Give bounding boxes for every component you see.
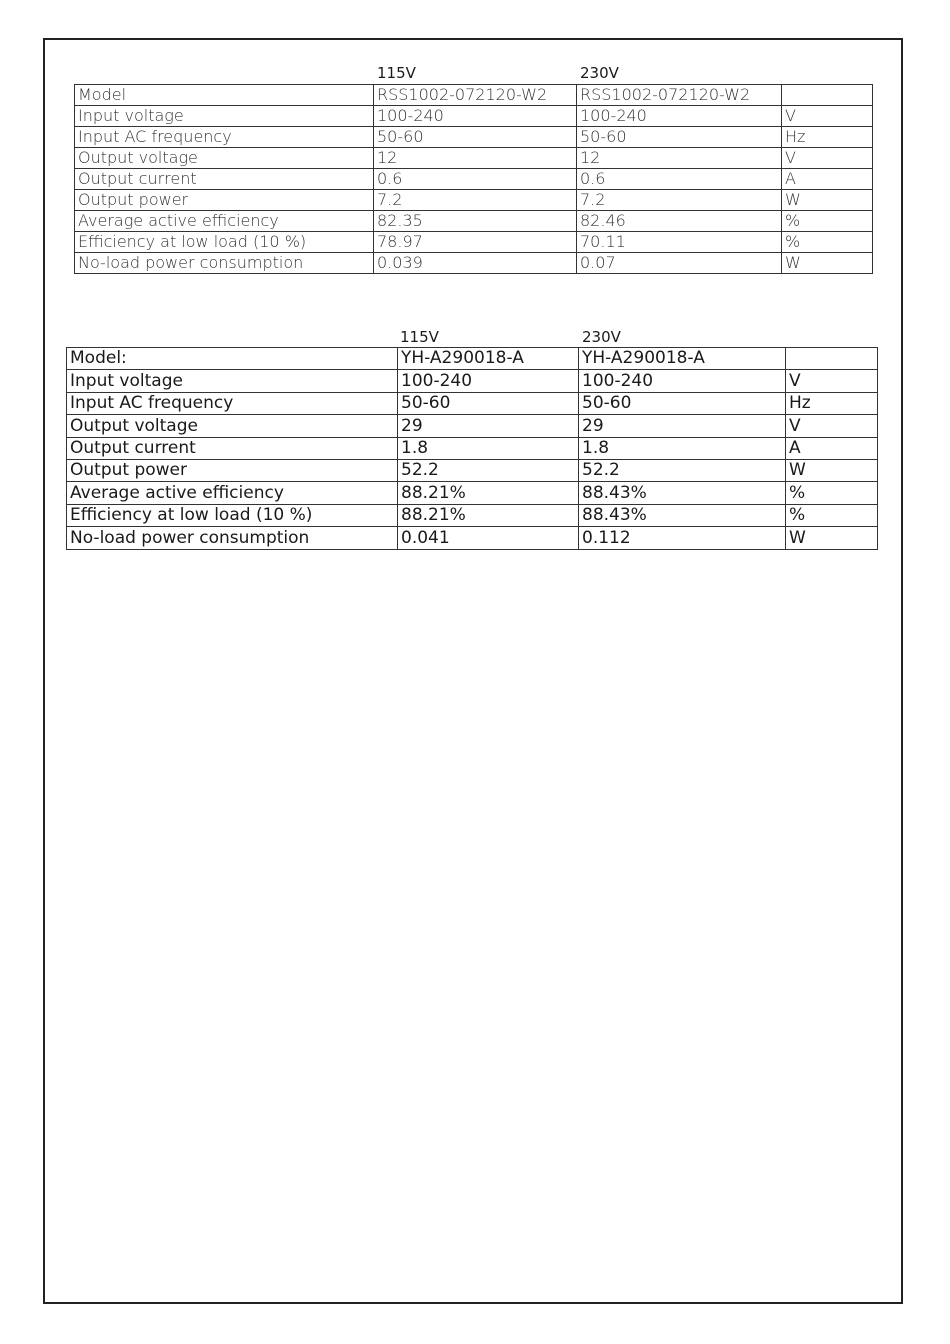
- row-label: Output voltage: [75, 148, 374, 169]
- value-115v: 7.2: [374, 190, 577, 211]
- table2-body: [67, 348, 878, 550]
- unit-cell: V: [782, 106, 873, 127]
- row-label: Input AC frequency: [75, 127, 374, 148]
- table-row: [67, 504, 878, 526]
- value-115v: 82.35: [374, 211, 577, 232]
- table-row: [67, 415, 878, 437]
- value-230v: 70.11: [577, 232, 782, 253]
- table-row: [75, 127, 873, 148]
- value-230v: 7.2: [577, 190, 782, 211]
- table1-body: [75, 85, 873, 274]
- unit-cell: [786, 348, 878, 370]
- unit-cell: W: [782, 190, 873, 211]
- value-230v: 50-60: [579, 392, 786, 414]
- unit-cell: A: [786, 437, 878, 459]
- table-row: [67, 482, 878, 504]
- table-row: [75, 253, 873, 274]
- table-row: [75, 169, 873, 190]
- value-230v: 0.07: [577, 253, 782, 274]
- value-115v: 1.8: [398, 437, 579, 459]
- row-label: Input voltage: [67, 370, 398, 392]
- row-label: Input voltage: [75, 106, 374, 127]
- row-label: Output current: [67, 437, 398, 459]
- row-label: Efficiency at low load (10 %): [75, 232, 374, 253]
- table-row: [75, 190, 873, 211]
- value-230v: 88.43%: [579, 482, 786, 504]
- unit-cell: W: [786, 527, 878, 549]
- value-115v: RSS1002-072120-W2: [374, 85, 577, 106]
- value-115v: 29: [398, 415, 579, 437]
- table-row: [67, 459, 878, 481]
- value-230v: 100-240: [577, 106, 782, 127]
- value-115v: 100-240: [374, 106, 577, 127]
- value-115v: 0.039: [374, 253, 577, 274]
- spec-table-1: [74, 84, 873, 274]
- value-230v: 52.2: [579, 459, 786, 481]
- value-230v: 0.6: [577, 169, 782, 190]
- value-115v: 88.21%: [398, 504, 579, 526]
- row-label: Input AC frequency: [67, 392, 398, 414]
- value-230v: 0.112: [579, 527, 786, 549]
- table2-header-230v: 230V: [582, 328, 621, 346]
- row-label: No-load power consumption: [75, 253, 374, 274]
- value-115v: 0.6: [374, 169, 577, 190]
- table-row: [75, 232, 873, 253]
- value-230v: 88.43%: [579, 504, 786, 526]
- row-label: Average active efficiency: [75, 211, 374, 232]
- unit-cell: A: [782, 169, 873, 190]
- table-row: [75, 85, 873, 106]
- value-230v: 50-60: [577, 127, 782, 148]
- value-230v: YH-A290018-A: [579, 348, 786, 370]
- value-115v: YH-A290018-A: [398, 348, 579, 370]
- row-label: Output voltage: [67, 415, 398, 437]
- table1-header-230v: 230V: [580, 64, 619, 82]
- spec-table-2: [66, 347, 878, 550]
- value-115v: 12: [374, 148, 577, 169]
- unit-cell: V: [782, 148, 873, 169]
- row-label: Model:: [67, 348, 398, 370]
- unit-cell: [782, 85, 873, 106]
- value-230v: 1.8: [579, 437, 786, 459]
- value-230v: 12: [577, 148, 782, 169]
- unit-cell: V: [786, 415, 878, 437]
- value-115v: 0.041: [398, 527, 579, 549]
- unit-cell: %: [782, 211, 873, 232]
- row-label: Output power: [67, 459, 398, 481]
- value-230v: 29: [579, 415, 786, 437]
- unit-cell: %: [786, 482, 878, 504]
- unit-cell: W: [786, 459, 878, 481]
- value-230v: 100-240: [579, 370, 786, 392]
- unit-cell: V: [786, 370, 878, 392]
- table-row: [67, 527, 878, 549]
- unit-cell: %: [786, 504, 878, 526]
- unit-cell: Hz: [786, 392, 878, 414]
- value-115v: 50-60: [374, 127, 577, 148]
- table-row: [67, 348, 878, 370]
- value-115v: 50-60: [398, 392, 579, 414]
- table2-header-115v: 115V: [400, 328, 439, 346]
- row-label: Efficiency at low load (10 %): [67, 504, 398, 526]
- unit-cell: %: [782, 232, 873, 253]
- unit-cell: Hz: [782, 127, 873, 148]
- table-row: [75, 148, 873, 169]
- value-115v: 52.2: [398, 459, 579, 481]
- table-row: [67, 392, 878, 414]
- table-row: [67, 437, 878, 459]
- value-115v: 88.21%: [398, 482, 579, 504]
- unit-cell: W: [782, 253, 873, 274]
- row-label: Output current: [75, 169, 374, 190]
- value-115v: 78.97: [374, 232, 577, 253]
- row-label: No-load power consumption: [67, 527, 398, 549]
- table1-header-115v: 115V: [377, 64, 416, 82]
- table-row: [67, 370, 878, 392]
- row-label: Output power: [75, 190, 374, 211]
- value-115v: 100-240: [398, 370, 579, 392]
- table-row: [75, 106, 873, 127]
- table-row: [75, 211, 873, 232]
- row-label: Model: [75, 85, 374, 106]
- row-label: Average active efficiency: [67, 482, 398, 504]
- value-230v: 82.46: [577, 211, 782, 232]
- value-230v: RSS1002-072120-W2: [577, 85, 782, 106]
